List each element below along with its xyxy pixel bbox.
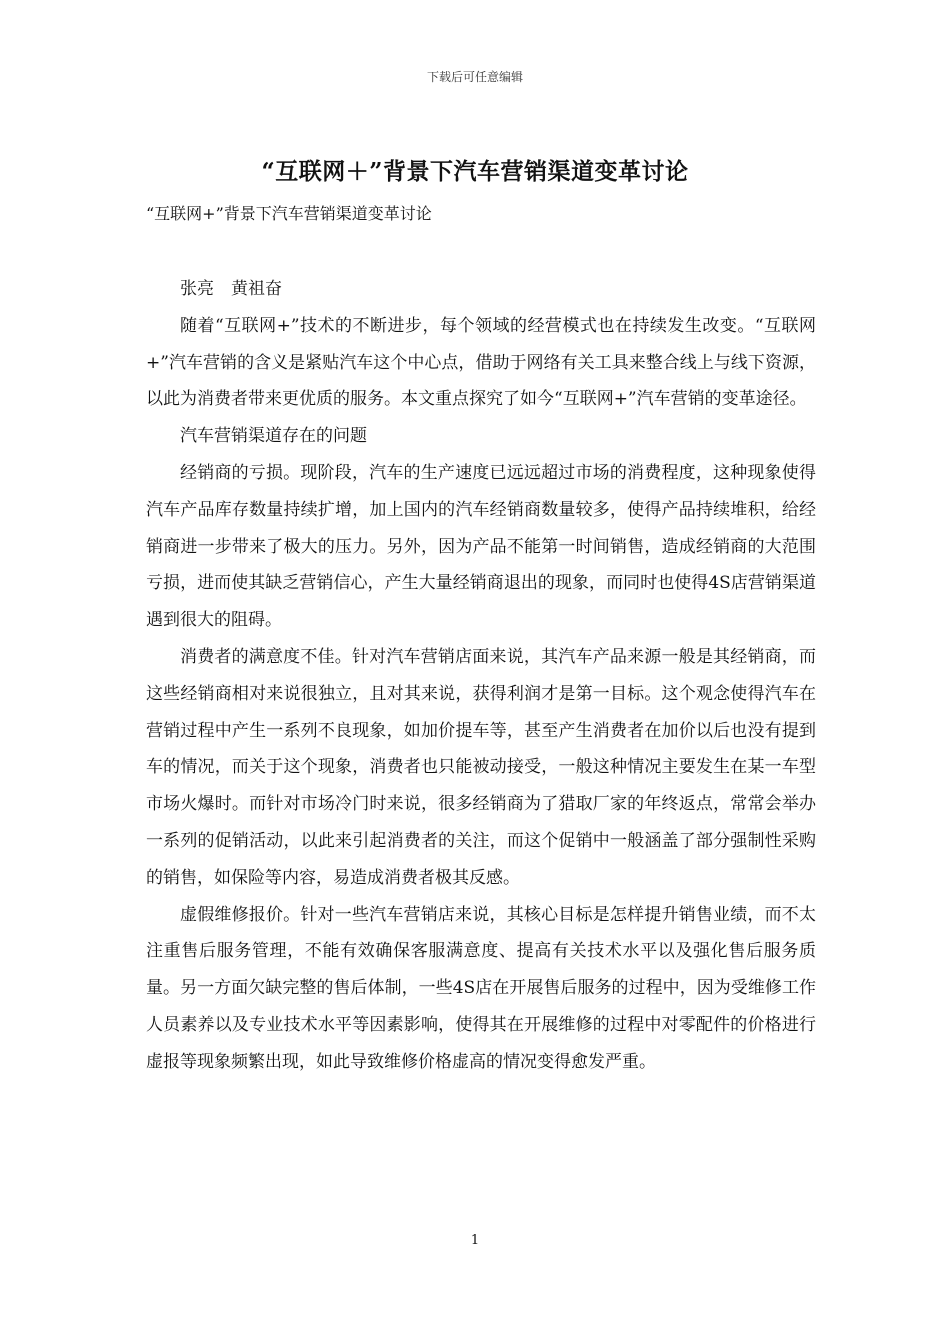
document-title: “互联网＋”背景下汽车营销渠道变革讨论 [261, 158, 689, 185]
section-heading: 汽车营销渠道存在的问题 [180, 426, 367, 447]
paragraph-dealer-loss: 经销商的亏损。现阶段，汽车的生产速度已远远超过市场的消费程度，这种现象使得汽车产品库存数量持续扩增，加上国内的汽车经销商数量较多，使得产品持续堆积，给经销商进一步带来了极大的压力。另外，因为产品不能第一时间销售，造成经销商的大范围亏损，进而使其缺乏营销信心，产生大量经销商退出的现象，而同时也使得4S店营销渠道遇到很大的阻碍。 [146, 462, 816, 631]
page-number: 1 [470, 1233, 480, 1248]
document-body [146, 271, 816, 1081]
header-note: 下载后可任意编辑 [426, 70, 523, 84]
paragraph-false-repair-quotes: 虚假维修报价。针对一些汽车营销店来说，其核心目标是怎样提升销售业绩，而不太注重售后服务管理，不能有效确保客服满意度、提高有关技术水平以及强化售后服务质量。另一方面欠缺完整的售后体制，一些4S店在开展售后服务的过程中，因为受维修工作人员素养以及专业技术水平等因素影响，使得其在开展维修的过程中对零配件的价格进行虚报等现象频繁出现，如此导致维修价格虚高的情况变得愈发严重。 [146, 904, 816, 1072]
authors-line: 张亮 黄祖奋 [180, 279, 282, 299]
paragraph-intro: 随着“互联网+”技术的不断进步，每个领域的经营模式也在持续发生改变。“互联网+”汽车营销的含义是紧贴汽车这个中心点，借助于网络有关工具来整合线上与线下资源，以此为消费者带来更优质的服务。本文重点探究了如今“互联网+”汽车营销的变革途径。 [146, 315, 816, 410]
paragraph-consumer-satisfaction: 消费者的满意度不佳。针对汽车营销店面来说，其汽车产品来源一般是其经销商，而这些经销商相对来说很独立，且对其来说，获得利润才是第一目标。这个观念使得汽车在营销过程中产生一系列不良现象，如加价提车等，甚至产生消费者在加价以后也没有提到车的情况，而关于这个现象，消费者也只能被动接受，一般这种情况主要发生在某一车型市场火爆时。而针对市场冷门时来说，很多经销商为了猎取厂家的年终返点，常常会举办一系列的促销活动，以此来引起消费者的关注，而这个促销中一般涵盖了部分强制性采购的销售，如保险等内容，易造成消费者极其反感。 [146, 646, 816, 888]
document-subtitle: “互联网+”背景下汽车营销渠道变革讨论 [146, 204, 432, 223]
